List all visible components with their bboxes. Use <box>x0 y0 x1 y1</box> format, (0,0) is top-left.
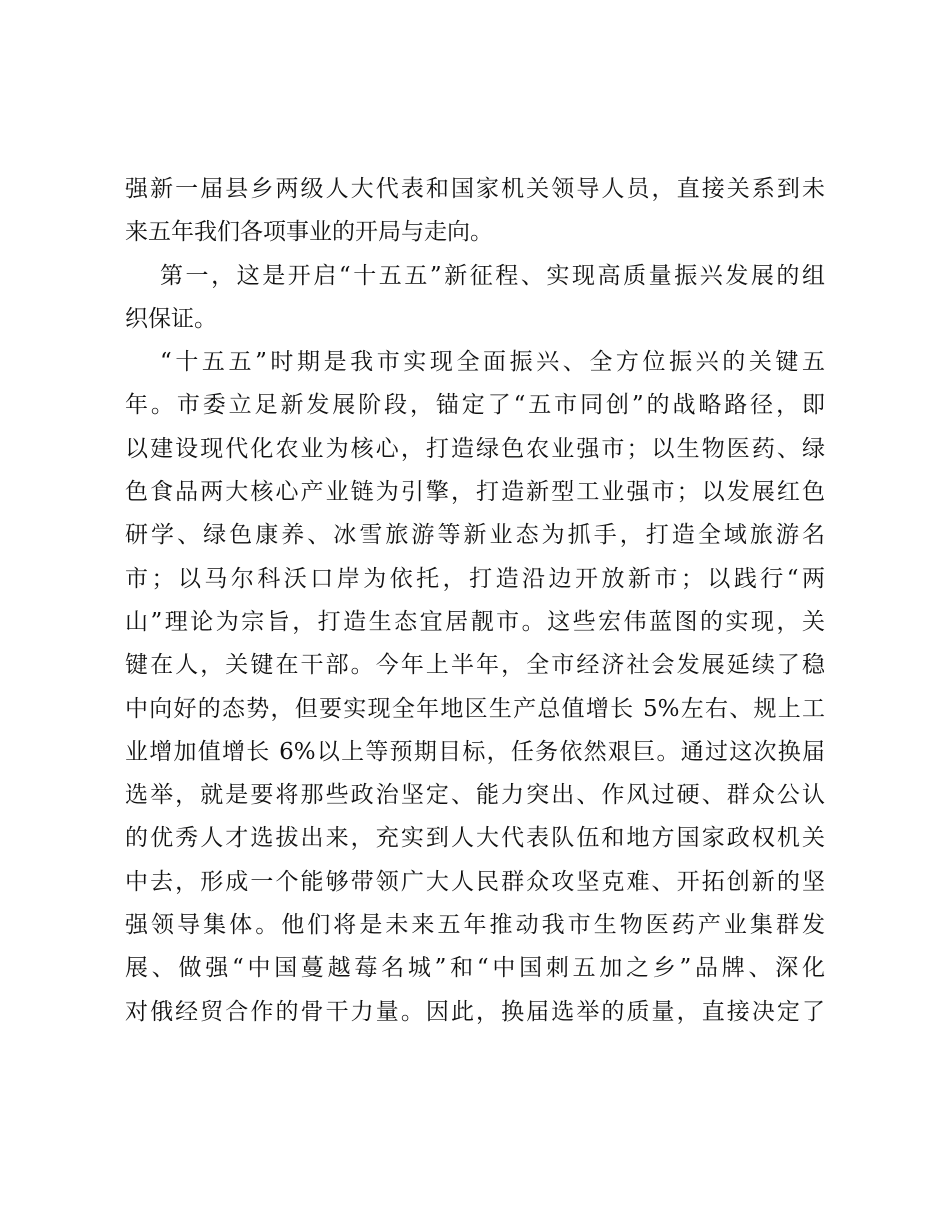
text-line: 对俄经贸合作的骨干力量。因此，换届选举的质量，直接决定了 <box>125 998 825 1025</box>
text-line: 以建设现代化农业为核心，打造绿色农业强市；以生物医药、绿 <box>125 435 825 462</box>
text-line: 键在人，关键在干部。今年上半年，全市经济社会发展延续了稳 <box>125 652 825 679</box>
text-line: 中去，形成一个能够带领广大人民群众攻坚克难、开拓创新的坚 <box>125 868 825 895</box>
text-line: 展、做强“中国蔓越莓名城”和“中国刺五加之乡”品牌、深化 <box>125 955 825 982</box>
text-line: 强领导集体。他们将是未来五年推动我市生物医药产业集群发 <box>125 912 825 939</box>
text-line: 业增加值增长 6%以上等预期目标，任务依然艰巨。通过这次换届 <box>125 738 825 765</box>
text-line: 市；以马尔科沃口岸为依托，打造沿边开放新市；以践行“两 <box>125 565 825 592</box>
text-line: 来五年我们各项事业的开局与走向。 <box>125 219 493 246</box>
text-line: 山”理论为宗旨，打造生态宜居靓市。这些宏伟蓝图的实现，关 <box>125 608 825 635</box>
paragraph-first-line: 第一，这是开启“十五五”新征程、实现高质量振兴发展的组 <box>160 262 825 289</box>
text-line: 研学、绿色康养、冰雪旅游等新业态为抓手，打造全域旅游名 <box>125 522 825 549</box>
text-line: 的优秀人才选拔出来，充实到人大代表队伍和地方国家政权机关 <box>125 825 825 852</box>
text-line: 强新一届县乡两级人大代表和国家机关领导人员，直接关系到未 <box>125 176 825 202</box>
paragraph-first-line: “十五五”时期是我市实现全面振兴、全方位振兴的关键五 <box>160 349 825 376</box>
body-text <box>125 168 825 1034</box>
text-line: 年。市委立足新发展阶段，锚定了“五市同创”的战略路径，即 <box>125 392 825 419</box>
text-line: 织保证。 <box>125 305 217 332</box>
text-line: 色食品两大核心产业链为引擎，打造新型工业强市；以发展红色 <box>125 479 825 506</box>
text-line: 选举，就是要将那些政治坚定、能力突出、作风过硬、群众公认 <box>125 782 825 809</box>
text-line: 中向好的态势，但要实现全年地区生产总值增长 5%左右、规上工 <box>125 695 825 722</box>
